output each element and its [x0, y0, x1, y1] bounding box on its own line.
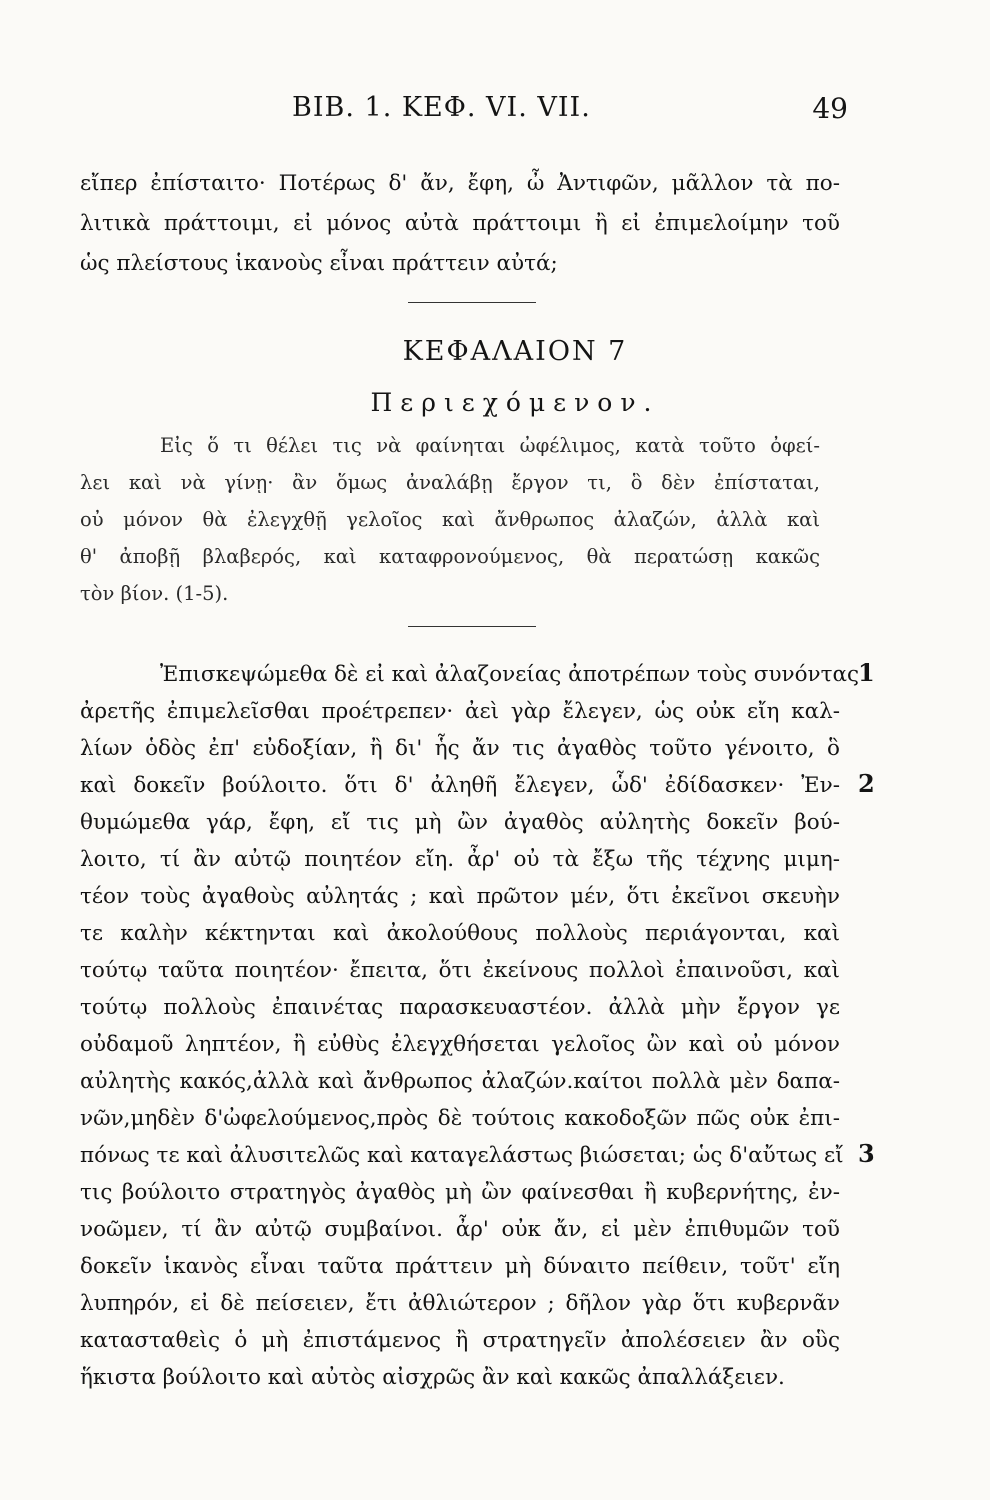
text-line: καὶ δοκεῖν βούλοιτο. ὅτι δ' ἀληθῆ ἔλεγεν, ὧδ' ἐδίδασκεν· Ἐν- [80, 773, 840, 798]
text-line: ἀρετῆς ἐπιμελεῖσθαι προέτρεπεν· ἀεὶ γὰρ ἔλεγεν, ὡς οὐκ εἴη καλ- [80, 699, 840, 724]
text-line: πόνως τε καὶ ἀλυσιτελῶς καὶ καταγελάστως βιώσεται; ὡς δ'αὔτως εἴ [80, 1143, 844, 1168]
summary-line: Εἰς ὅ τι θέλει τις νὰ φαίνηται ὠφέλιμος, κατὰ τοῦτο ὀφεί- [160, 434, 820, 457]
summary-line: λει καὶ νὰ γίνῃ· ἂν ὅμως ἀναλάβῃ ἔργον τι, ὃ δὲν ἐπίσταται, [80, 471, 820, 494]
summary-heading: Περιεχόμενον. [370, 388, 660, 417]
text-line: λιτικὰ πράττοιμι, εἰ μόνος αὐτὰ πράττοιμι ἢ εἰ ἐπιμελοίμην τοῦ [80, 211, 840, 236]
text-line: ὡς πλείστους ἱκανοὺς εἶναι πράττειν αὐτά; [80, 251, 558, 276]
text-line: τις βούλοιτο στρατηγὸς ἀγαθὸς μὴ ὢν φαίνεσθαι ἢ κυβερνήτης, ἐν- [80, 1180, 840, 1205]
text-line: νῶν,μηδὲν δ'ὠφελούμενος,πρὸς δὲ τούτοις κακοδοξῶν πῶς οὐκ ἐπι- [80, 1106, 840, 1131]
text-line: κατασταθεὶς ὁ μὴ ἐπιστάμενος ἢ στρατηγεῖν ἀπολέσειεν ἂν οὓς [80, 1328, 840, 1353]
text-line: εἴπερ ἐπίσταιτο· Ποτέρως δ' ἄν, ἔφη, ὦ Ἀντιφῶν, μᾶλλον τὰ πο- [80, 171, 840, 196]
text-line: θυμώμεθα γάρ, ἔφη, εἴ τις μὴ ὢν ἀγαθὸς αὐλητὴς δοκεῖν βού- [80, 810, 840, 835]
margin-section-number: 1 [858, 658, 875, 687]
summary-line: τὸν βίον. (1-5). [80, 582, 229, 605]
text-line: λυπηρόν, εἰ δὲ πείσειεν, ἔτι ἀθλιώτερον ; δῆλον γὰρ ὅτι κυβερνᾶν [80, 1291, 840, 1316]
running-head: ΒΙΒ. 1. ΚΕΦ. VΙ. VΙΙ. [292, 92, 591, 123]
text-line: τούτῳ πολλοὺς ἐπαινέτας παρασκευαστέον. ἀλλὰ μὴν ἔργον γε [80, 995, 840, 1020]
text-line: λίων ὁδὸς ἐπ' εὐδοξίαν, ἢ δι' ἧς ἄν τις ἀγαθὸς τοῦτο γένοιτο, ὃ [80, 736, 840, 761]
text-line: τε καλὴν κέκτηνται καὶ ἀκολούθους πολλοὺς περιάγονται, καὶ [80, 921, 840, 946]
text-line: νοῶμεν, τί ἂν αὐτῷ συμβαίνοι. ἆρ' οὐκ ἄν, εἰ μὲν ἐπιθυμῶν τοῦ [80, 1217, 840, 1242]
text-line: τούτῳ ταῦτα ποιητέον· ἔπειτα, ὅτι ἐκείνους πολλοὶ ἐπαινοῦσι, καὶ [80, 958, 840, 983]
page-number: 49 [812, 92, 848, 125]
text-line: αὐλητὴς κακός,ἀλλὰ καὶ ἄνθρωπος ἀλαζών.καίτοι πολλὰ μὲν δαπα- [80, 1069, 840, 1094]
text-line: οὐδαμοῦ ληπτέον, ἢ εὐθὺς ἐλεγχθήσεται γελοῖος ὢν καὶ οὐ μόνον [80, 1032, 840, 1057]
summary-line: θ' ἀποβῇ βλαβερός, καὶ καταφρονούμενος, θὰ περατώσῃ κακῶς [80, 545, 820, 568]
text-line: Ἐπισκεψώμεθα δὲ εἰ καὶ ἀλαζονείας ἀποτρέπων τοὺς συνόντας [160, 662, 860, 687]
margin-section-number: 2 [858, 769, 875, 798]
text-line: ἥκιστα βούλοιτο καὶ αὐτὸς αἰσχρῶς ἂν καὶ κακῶς ἀπαλλάξειεν. [80, 1365, 785, 1390]
text-line: δοκεῖν ἱκανὸς εἶναι ταῦτα πράττειν μὴ δύναιτο πείθειν, τοῦτ' εἴη [80, 1254, 840, 1279]
chapter-title: ΚΕΦΑΛΑΙΟΝ 7 [402, 336, 628, 367]
summary-line: οὐ μόνον θὰ ἐλεγχθῇ γελοῖος καὶ ἄνθρωπος ἀλαζών, ἀλλὰ καὶ [80, 508, 820, 531]
text-line: τέον τοὺς ἀγαθοὺς αὐλητάς ; καὶ πρῶτον μέν, ὅτι ἐκεῖνοι σκευὴν [80, 884, 840, 909]
margin-section-number: 3 [858, 1139, 875, 1168]
text-line: λοιτο, τί ἂν αὐτῷ ποιητέον εἴη. ἆρ' οὐ τὰ ἔξω τῆς τέχνης μιμη- [80, 847, 840, 872]
